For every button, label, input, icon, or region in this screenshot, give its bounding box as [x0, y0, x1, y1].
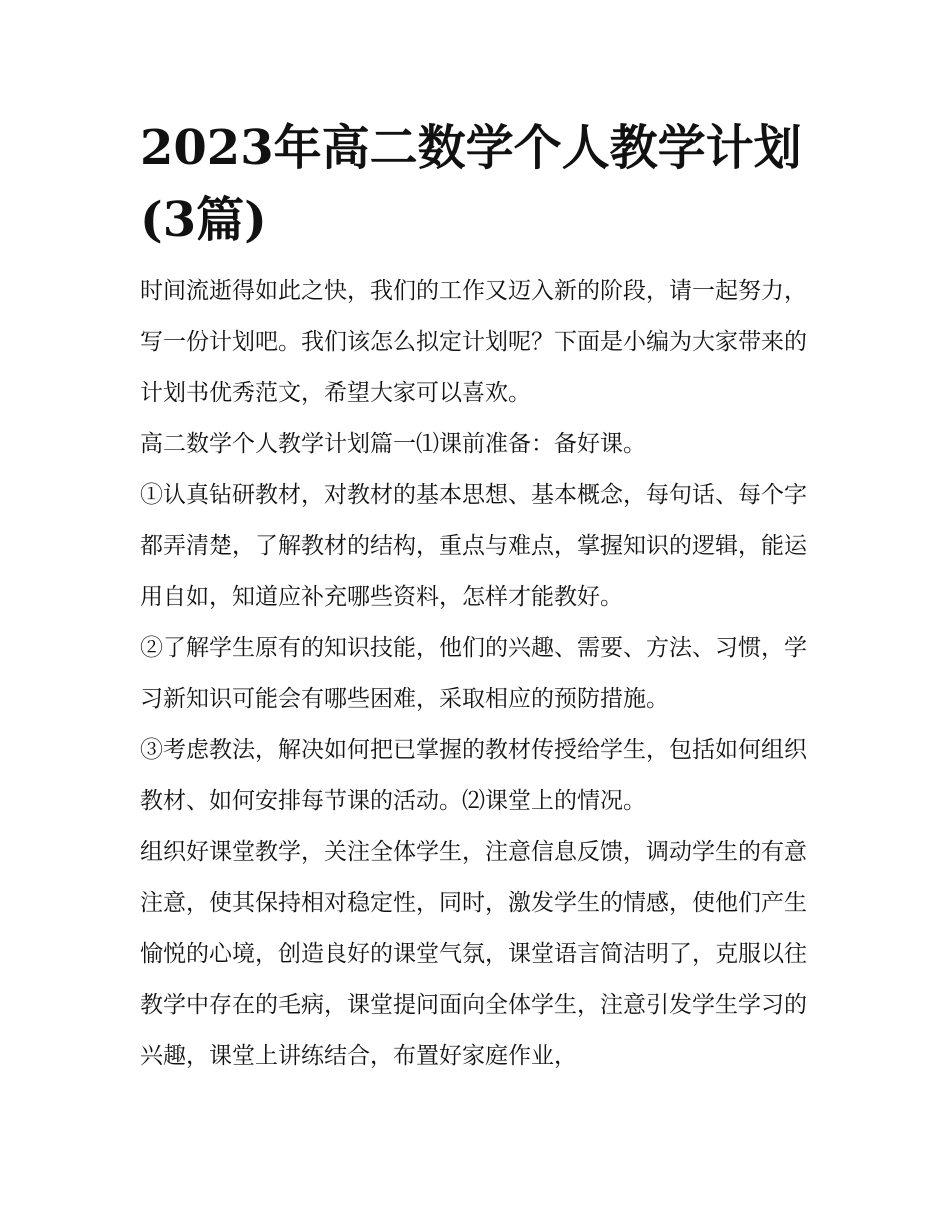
- point-two-paragraph: ②了解学生原有的知识技能，他们的兴趣、需要、方法、习惯，学习新知识可能会有哪些困难，采取相应的预防措施。: [140, 635, 807, 712]
- section-heading-paragraph: 高二数学个人教学计划篇一⑴课前准备：备好课。: [140, 431, 646, 457]
- point-three-paragraph: ③考虑教法，解决如何把已掌握的教材传授给学生，包括如何组织教材、如何安排每节课的活动。⑵课堂上的情况。: [140, 737, 807, 814]
- document-page: [140, 112, 812, 1082]
- classroom-paragraph: 组织好课堂教学，关注全体学生，注意信息反馈，调动学生的有意注意，使其保持相对稳定性，同时，激发学生的情感，使他们产生愉悦的心境，创造良好的课堂气氛，课堂语言简洁明了，克服以往教学中存在的毛病，课堂提问面向全体学生，注意引发学生学习的兴趣，课堂上讲练结合，布置好家庭作业，: [140, 839, 807, 1069]
- point-one-paragraph: ①认真钻研教材，对教材的基本思想、基本概念，每句话、每个字都弄清楚，了解教材的结构，重点与难点，掌握知识的逻辑，能运用自如，知道应补充哪些资料，怎样才能教好。: [140, 482, 807, 610]
- intro-paragraph: 时间流逝得如此之快，我们的工作又迈入新的阶段，请一起努力，写一份计划吧。我们该怎么拟定计划呢？下面是小编为大家带来的计划书优秀范文，希望大家可以喜欢。: [140, 278, 807, 406]
- document-title: 2023年高二数学个人教学计划(3篇): [140, 120, 802, 248]
